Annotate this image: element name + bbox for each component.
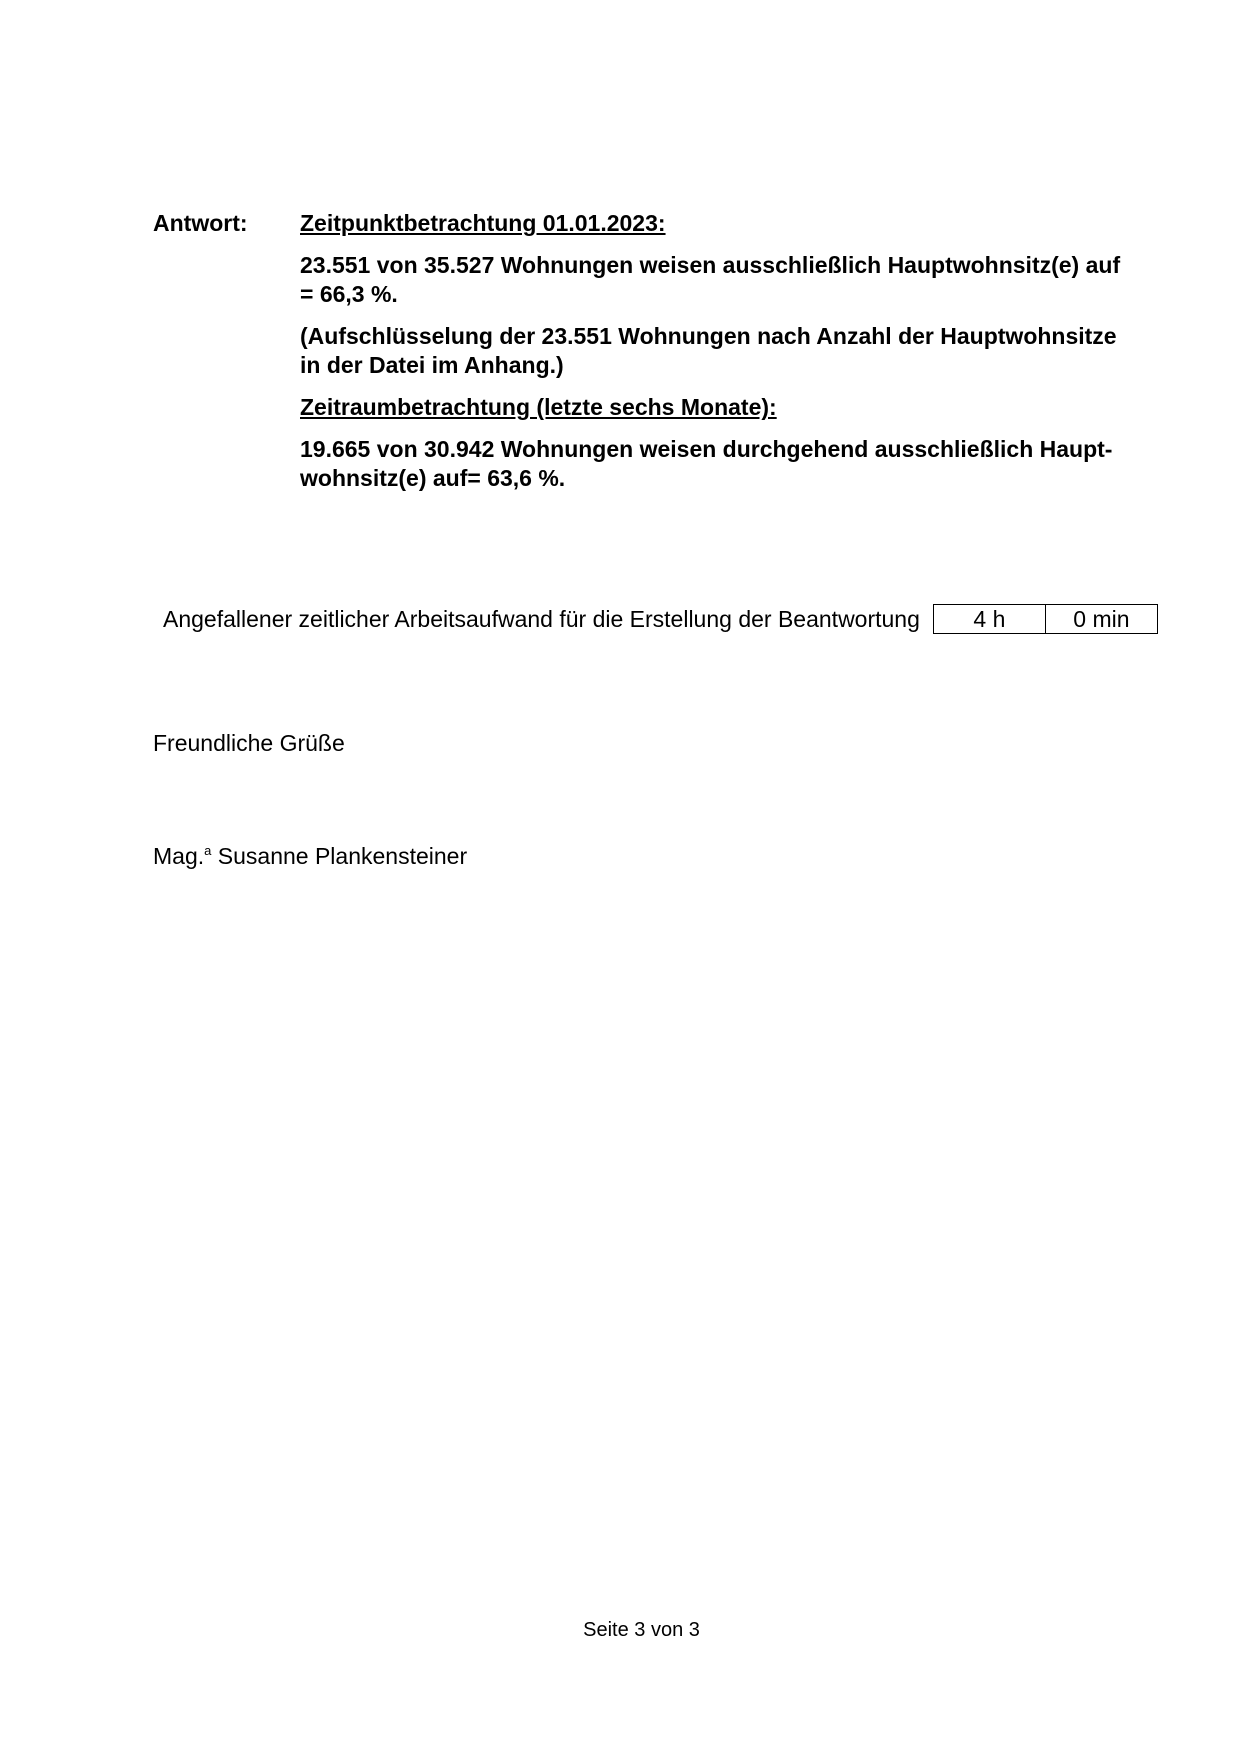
effort-table [933, 604, 1158, 634]
signature-title-superscript: a [204, 843, 212, 858]
signature-name [153, 842, 467, 870]
effort-row [163, 604, 1158, 634]
signature-person: Susanne Plankensteiner [217, 843, 468, 869]
effort-minutes-cell: 0 min [1045, 605, 1157, 633]
answer-body [300, 209, 1132, 506]
signature-title: Mag. [153, 843, 205, 869]
section1-text: 23.551 von 35.527 Wohnungen weisen ausschließlich Hauptwohnsitz(e) auf = 66,3 %. [300, 252, 1121, 307]
answer-label: Antwort: [153, 210, 248, 236]
effort-label: Angefallener zeitlicher Arbeitsaufwand für die Erstellung der Beantwortung [163, 606, 920, 632]
section2-text-line2: wohnsitz(e) auf= 63,6 %. [300, 465, 566, 491]
section2-text [300, 435, 1132, 493]
section1-note: (Aufschlüsselung der 23.551 Wohnungen nach Anzahl der Hauptwohnsitze in der Datei im Anhang.) [300, 323, 1117, 378]
section2-heading: Zeitraumbetrachtung (letzte sechs Monate): [300, 394, 777, 420]
section1-heading: Zeitpunktbetrachtung 01.01.2023: [300, 210, 666, 236]
page-footer: Seite 3 von 3 [583, 1619, 700, 1641]
closing-greeting: Freundliche Grüße [153, 730, 345, 756]
effort-hours-cell: 4 h [973, 606, 1006, 632]
section2-text-line1: 19.665 von 30.942 Wohnungen weisen durchgehend ausschließlich Haupt- [300, 436, 1113, 462]
